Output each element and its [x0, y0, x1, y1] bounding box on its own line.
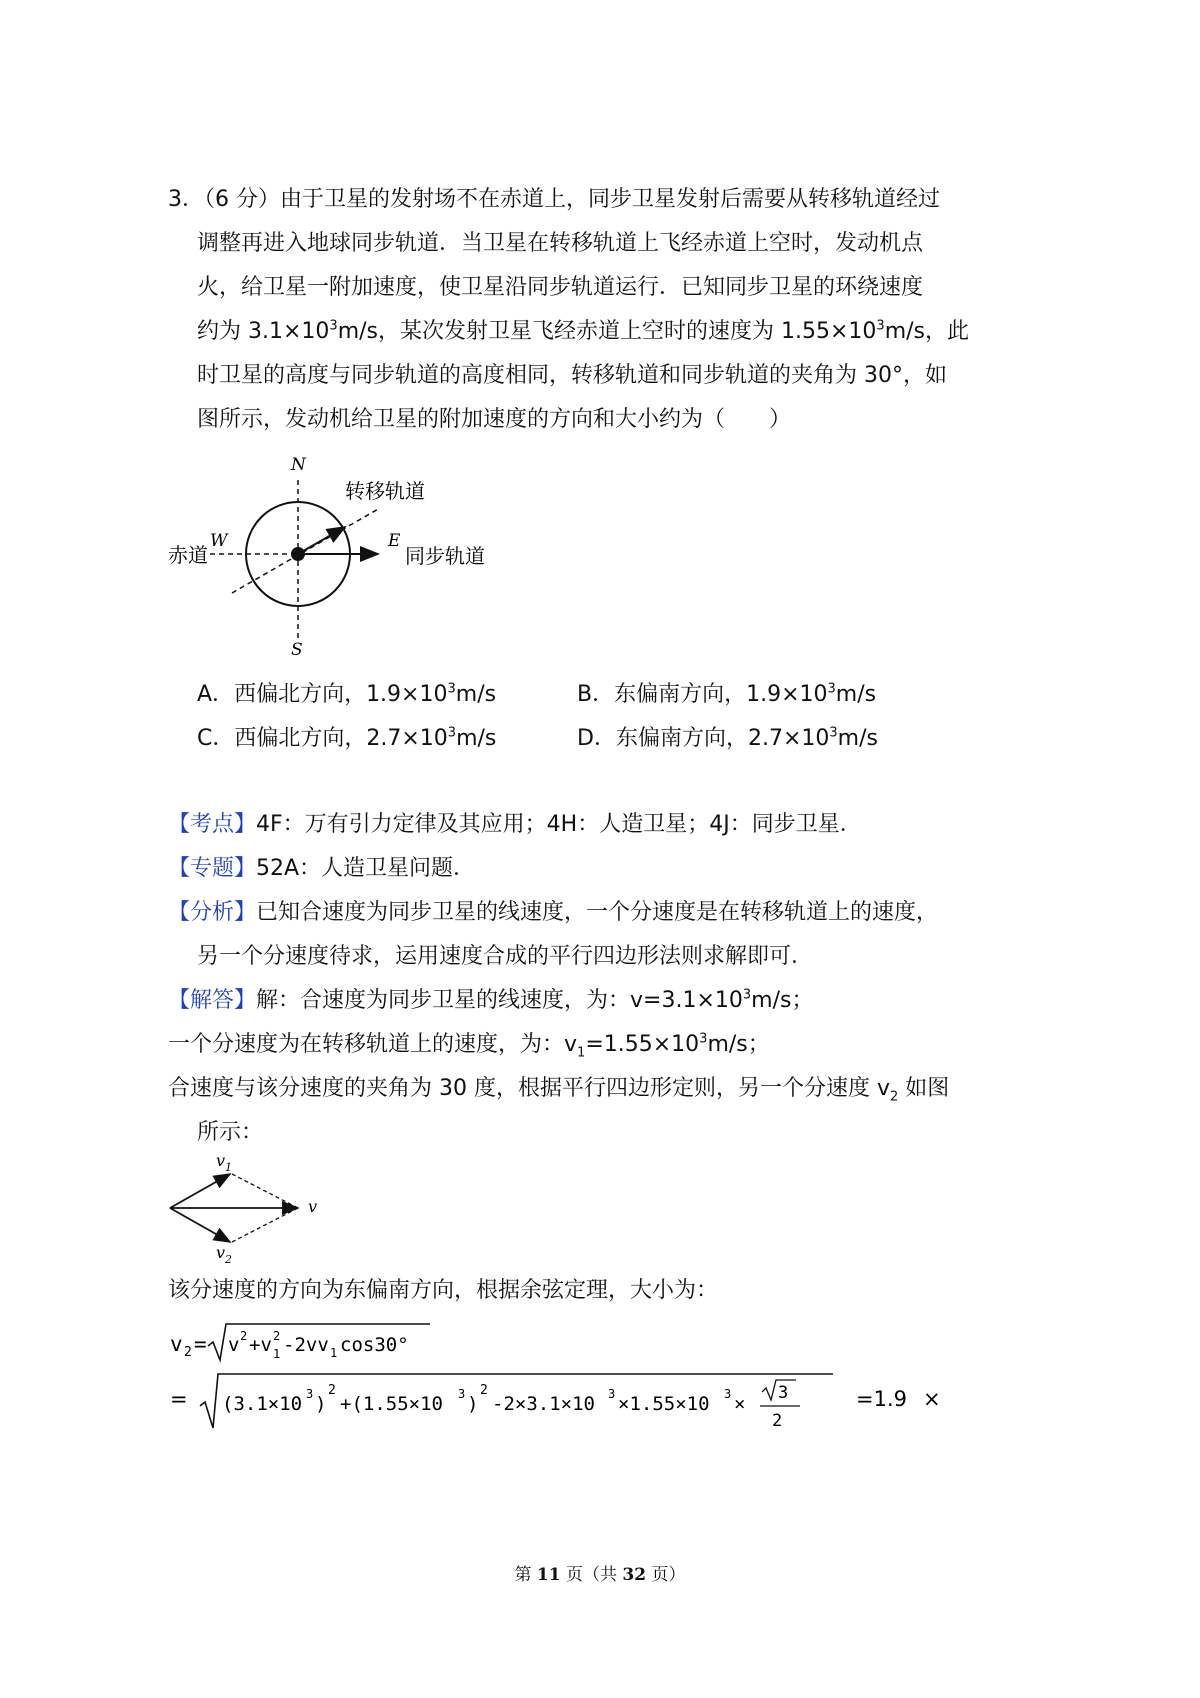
- question-line-2: 调整再进入地球同步轨道．当卫星在转移轨道上飞经赤道上空时，发动机点: [197, 231, 924, 256]
- svg-text:): ): [315, 1393, 327, 1415]
- question-line-4: 约为 $3.1\times 10^3m/s$，某次发射卫星飞经赤道上空时的速度为 $1.55\times 10^3m/s$，此: [197, 318, 970, 344]
- label-sync-orbit: 同步轨道: [405, 544, 485, 568]
- label-w: W: [210, 531, 228, 551]
- label-v1: $v_1$: [216, 1151, 233, 1174]
- zhuanti: 【专题】52A：人造卫星问题．: [168, 856, 476, 881]
- svg-text:-2vv: -2vv: [283, 1334, 329, 1356]
- svg-text:3: 3: [724, 1387, 732, 1401]
- solution-line-3: 合速度与该分速度的夹角为 30 度，根据平行四边形定则，另一个分速度 $v_2$ 如图: [168, 1076, 950, 1105]
- svg-text:3: 3: [306, 1387, 314, 1401]
- v1-dashed: [232, 1174, 298, 1208]
- jieda: 【解答】解：合速度为同步卫星的线速度，为：$v=3.1\times 10^3m/s$；: [168, 987, 814, 1013]
- label-n: N: [291, 455, 306, 475]
- question-line-1: 3．（6 分）由于卫星的发射场不在赤道上，同步卫星发射后需要从转移轨道经过: [168, 187, 940, 212]
- svg-text:1: 1: [330, 1346, 338, 1360]
- svg-text:2: 2: [772, 1411, 783, 1431]
- svg-text:v: v: [228, 1334, 240, 1356]
- svg-text:3: 3: [778, 1383, 789, 1403]
- svg-text:2: 2: [184, 1345, 192, 1360]
- fenxi-line-2: 另一个分速度待求，运用速度合成的平行四边形法则求解即可．: [197, 944, 814, 969]
- svg-text:2: 2: [240, 1329, 248, 1343]
- label-transfer-orbit: 转移轨道: [345, 479, 425, 503]
- kaodian: 【考点】4F：万有引力定律及其应用；4H：人造卫星；4J：同步卫星．: [168, 812, 862, 837]
- svg-text:(3.1×10: (3.1×10: [222, 1393, 303, 1415]
- svg-text:3: 3: [458, 1387, 466, 1401]
- solution-line-2: 一个分速度为在转移轨道上的速度，为：$v_1=1.55\times 10^3m/s$；: [168, 1031, 770, 1061]
- svg-text:cos30°: cos30°: [340, 1334, 409, 1356]
- transfer-velocity-arrow: [298, 527, 345, 554]
- solution-line-4: 所示：: [197, 1120, 264, 1145]
- svg-text:2: 2: [273, 1329, 281, 1343]
- svg-text:=: =: [170, 1387, 188, 1411]
- orbit-diagram: [160, 450, 500, 665]
- svg-text:×: ×: [734, 1393, 746, 1415]
- svg-text:=: =: [194, 1332, 207, 1356]
- svg-text:+v: +v: [249, 1334, 272, 1356]
- equation-1: [168, 1318, 438, 1368]
- svg-text:+(1.55×10: +(1.55×10: [340, 1393, 443, 1415]
- svg-text:1: 1: [273, 1347, 281, 1361]
- question-line-3: 火，给卫星一附加速度，使卫星沿同步轨道运行．已知同步卫星的环绕速度: [197, 275, 924, 300]
- label-v2: $v_2$: [216, 1243, 233, 1266]
- question-line-5: 时卫星的高度与同步轨道的高度相同，转移轨道和同步轨道的夹角为 30°，如: [197, 363, 947, 388]
- fenxi: 【分析】已知合速度为同步卫星的线速度，一个分速度是在转移轨道上的速度，: [168, 900, 939, 925]
- svg-text:): ): [467, 1393, 479, 1415]
- label-e: E: [388, 531, 401, 551]
- v2-dashed: [232, 1208, 298, 1242]
- option-a[interactable]: A．西偏北方向，$1.9\times 10^3m/s$: [197, 681, 497, 707]
- svg-text:2: 2: [480, 1383, 488, 1398]
- label-s: S: [291, 640, 303, 660]
- svg-text:-2×3.1×10: -2×3.1×10: [492, 1393, 595, 1415]
- label-equator: 赤道: [168, 543, 208, 567]
- v2-arrow: [170, 1208, 230, 1242]
- svg-text:2: 2: [328, 1383, 336, 1398]
- svg-text:3: 3: [608, 1387, 616, 1401]
- label-v: v: [308, 1197, 318, 1216]
- question-line-6: 图所示，发动机给卫星的附加速度的方向和大小约为（ ）: [197, 407, 792, 432]
- svg-text:=1.9: =1.9: [856, 1387, 907, 1411]
- svg-text:×1.55×10: ×1.55×10: [618, 1393, 710, 1415]
- option-c[interactable]: C．西偏北方向，$2.7\times 10^3m/s$: [197, 725, 497, 751]
- option-d[interactable]: D．东偏南方向，$2.7\times 10^3m/s$: [577, 725, 878, 751]
- solution-line-5: 该分速度的方向为东偏南方向，根据余弦定理，大小为：: [168, 1278, 719, 1303]
- svg-text:v: v: [170, 1332, 183, 1356]
- svg-text:×: ×: [923, 1387, 941, 1411]
- page-footer: 第 11 页（共 32 页）: [514, 1565, 686, 1585]
- option-b[interactable]: B．东偏南方向，$1.9\times 10^3m/s$: [577, 681, 877, 707]
- v1-arrow: [170, 1174, 230, 1208]
- velocity-diagram: [160, 1148, 340, 1268]
- equation-2: [168, 1368, 958, 1438]
